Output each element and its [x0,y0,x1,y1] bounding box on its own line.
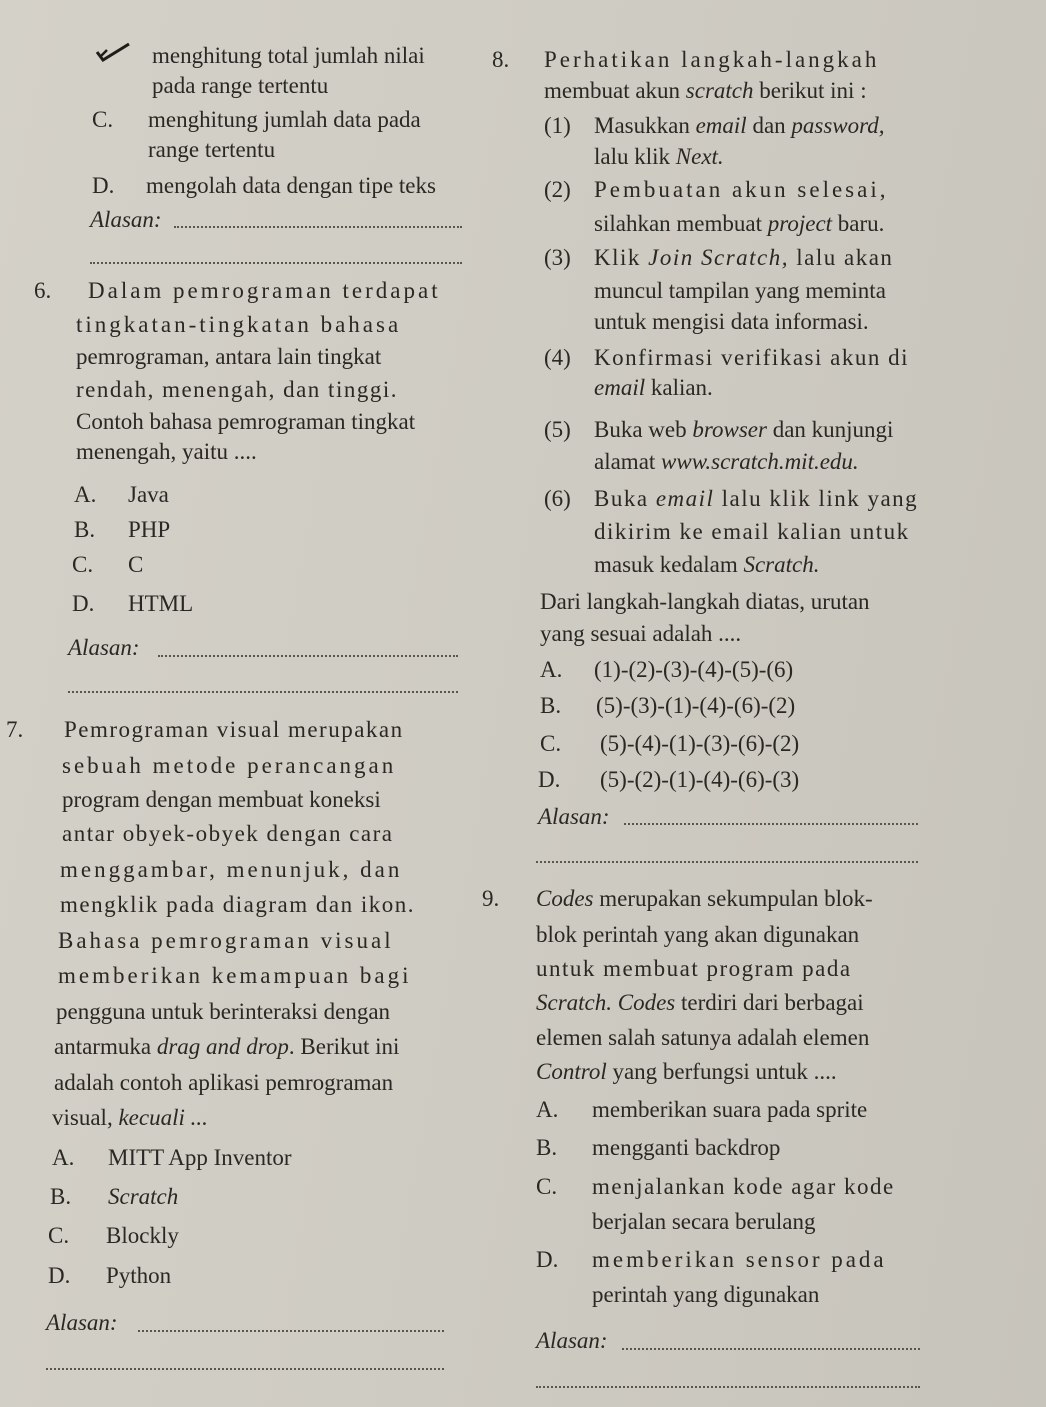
q5-alasan-line-1[interactable] [174,226,462,228]
q6-line-4: rendah, menengah, dan tinggi. [76,377,398,402]
q9-alasan-line-2[interactable] [536,1386,920,1388]
q8-step-2-num: (2) [544,177,571,202]
q7-line-1: Pemrograman visual merupakan [64,717,404,742]
q8-option-d-letter: D. [538,767,561,792]
q8-step-6-line-2: dikirim ke email kalian untuk [594,519,910,544]
q8-step-4-line-1: Konfirmasi verifikasi akun di [594,345,909,370]
q5-option-d-letter: D. [92,173,115,198]
q8-step-5-line-1: Buka web browser dan kunjungi [594,417,894,442]
handwritten-check-mark [93,38,133,68]
q7-line-10: antarmuka drag and drop. Berikut ini [54,1034,400,1059]
q8-step-4-line-2: email kalian. [594,375,713,400]
q6-line-6: menengah, yaitu .... [76,439,257,464]
q9-option-c-letter: C. [536,1174,558,1199]
q9-option-a-letter: A. [536,1097,559,1122]
q6-line-3: pemrograman, antara lain tingkat [76,344,382,369]
q9-option-c-text: menjalankan kode agar kode [592,1174,895,1199]
q6-line-2: tingkatan-tingkatan bahasa [76,312,402,337]
q6-alasan-label: Alasan: [68,635,140,660]
q8-step-6-line-3: masuk kedalam Scratch. [594,552,820,577]
q9-line-1: Codes merupakan sekumpulan blok- [536,886,873,911]
q7-line-7: Bahasa pemrograman visual [58,928,394,953]
q9-line-2: blok perintah yang akan digunakan [536,922,860,947]
q6-option-d-text: HTML [128,591,194,616]
q5-alasan-label: Alasan: [90,207,162,232]
q7-option-a-text: MITT App Inventor [108,1145,292,1170]
q8-option-a-letter: A. [540,657,563,682]
q8-step-1-line-2: lalu klik Next. [594,144,724,169]
q8-option-c-text: (5)-(4)-(1)-(3)-(6)-(2) [600,731,800,756]
q9-option-d-letter: D. [536,1247,559,1272]
q9-option-a-text: memberikan suara pada sprite [592,1097,868,1122]
q8-step-1-num: (1) [544,113,571,138]
q8-option-c-letter: C. [540,731,562,756]
q7-line-12: visual, kecuali ... [52,1105,208,1130]
q8-step-5-line-2: alamat www.scratch.mit.edu. [594,449,859,474]
q8-option-b-text: (5)-(3)-(1)-(4)-(6)-(2) [596,693,796,718]
q8-step-1-line-1: Masukkan email dan password, [594,113,885,138]
q8-step-2-line-1: Pembuatan akun selesai, [594,177,889,202]
q8-step-2-line-2: silahkan membuat project baru. [594,211,885,236]
q8-step-5-num: (5) [544,417,571,442]
q6-option-d-letter: D. [72,591,95,616]
q7-option-c-letter: C. [48,1223,70,1248]
q7-option-d-letter: D. [48,1263,71,1288]
q7-line-4: antar obyek-obyek dengan cara [62,821,394,846]
q8-intro-2: membuat akun scratch berikut ini : [544,78,867,103]
q8-step-3-line-2: muncul tampilan yang meminta [594,278,886,303]
q8-option-a-text: (1)-(2)-(3)-(4)-(5)-(6) [594,657,794,682]
q7-line-11: adalah contoh aplikasi pemrograman [54,1070,394,1095]
q6-line-5: Contoh bahasa pemrograman tingkat [76,409,416,434]
q5-option-c-cont: range tertentu [148,137,276,162]
q8-option-b-letter: B. [540,693,562,718]
q8-step-3-line-1: Klik Join Scratch, lalu akan [594,245,894,270]
q8-step-3-line-3: untuk mengisi data informasi. [594,309,869,334]
q9-line-5: elemen salah satunya adalah elemen [536,1025,870,1050]
q7-line-5: menggambar, menunjuk, dan [60,857,403,882]
q9-option-c-cont: berjalan secara berulang [592,1209,816,1234]
q7-line-6: mengklik pada diagram dan ikon. [60,892,416,917]
q8-question-line-2: yang sesuai adalah .... [540,621,742,646]
q6-line-1: Dalam pemrograman terdapat [88,278,441,303]
q7-option-c-text: Blockly [106,1223,179,1248]
q7-alasan-label: Alasan: [46,1310,118,1335]
q6-option-c-text: C [128,552,144,577]
q9-alasan-line-1[interactable] [622,1348,920,1350]
q8-step-6-num: (6) [544,486,571,511]
q8-step-3-num: (3) [544,245,571,270]
q7-line-3: program dengan membuat koneksi [62,787,381,812]
q6-alasan-line-2[interactable] [68,691,458,693]
q5-option-b-text: menghitung total jumlah nilai [152,43,425,68]
q9-option-b-text: mengganti backdrop [592,1135,781,1160]
q8-number: 8. [492,47,510,72]
q7-number: 7. [6,717,24,742]
q7-option-d-text: Python [106,1263,172,1288]
q8-step-4-num: (4) [544,345,571,370]
q6-option-c-letter: C. [72,552,94,577]
q8-option-d-text: (5)-(2)-(1)-(4)-(6)-(3) [600,767,800,792]
q8-intro-1: Perhatikan langkah-langkah [544,47,880,72]
q7-line-2: sebuah metode perancangan [62,753,397,778]
q7-option-b-text: Scratch [108,1184,179,1209]
q6-option-b-text: PHP [128,517,171,542]
q7-alasan-line-1[interactable] [138,1330,444,1332]
q5-option-c-letter: C. [92,107,114,132]
q7-alasan-line-2[interactable] [46,1368,444,1370]
q8-alasan-line-2[interactable] [536,861,918,863]
q7-line-9: pengguna untuk berinteraksi dengan [56,999,391,1024]
q9-number: 9. [482,886,500,911]
q5-option-d-text: mengolah data dengan tipe teks [146,173,436,198]
q5-option-c-text: menghitung jumlah data pada [148,107,421,132]
q8-alasan-label: Alasan: [538,804,610,829]
q9-line-6: Control yang berfungsi untuk .... [536,1059,837,1084]
q8-step-6-line-1: Buka email lalu klik link yang [594,486,919,511]
q6-option-b-letter: B. [74,517,96,542]
q9-option-b-letter: B. [536,1135,558,1160]
q7-line-8: memberikan kemampuan bagi [58,963,412,988]
q7-option-b-letter: B. [50,1184,72,1209]
q5-option-b-cont: pada range tertentu [152,73,329,98]
q6-option-a-letter: A. [74,482,97,507]
q6-option-a-text: Java [128,482,169,507]
q7-option-a-letter: A. [52,1145,75,1170]
q6-alasan-line-1[interactable] [158,655,458,657]
q5-alasan-line-2[interactable] [90,262,462,264]
q6-number: 6. [34,278,52,303]
q9-line-3: untuk membuat program pada [536,956,852,981]
q9-option-d-cont: perintah yang digunakan [592,1282,820,1307]
q9-line-4: Scratch. Codes terdiri dari berbagai [536,990,864,1015]
q9-option-d-text: memberikan sensor pada [592,1247,887,1272]
q9-alasan-label: Alasan: [536,1328,608,1353]
q8-question-line-1: Dari langkah-langkah diatas, urutan [540,589,870,614]
q8-alasan-line-1[interactable] [624,823,918,825]
